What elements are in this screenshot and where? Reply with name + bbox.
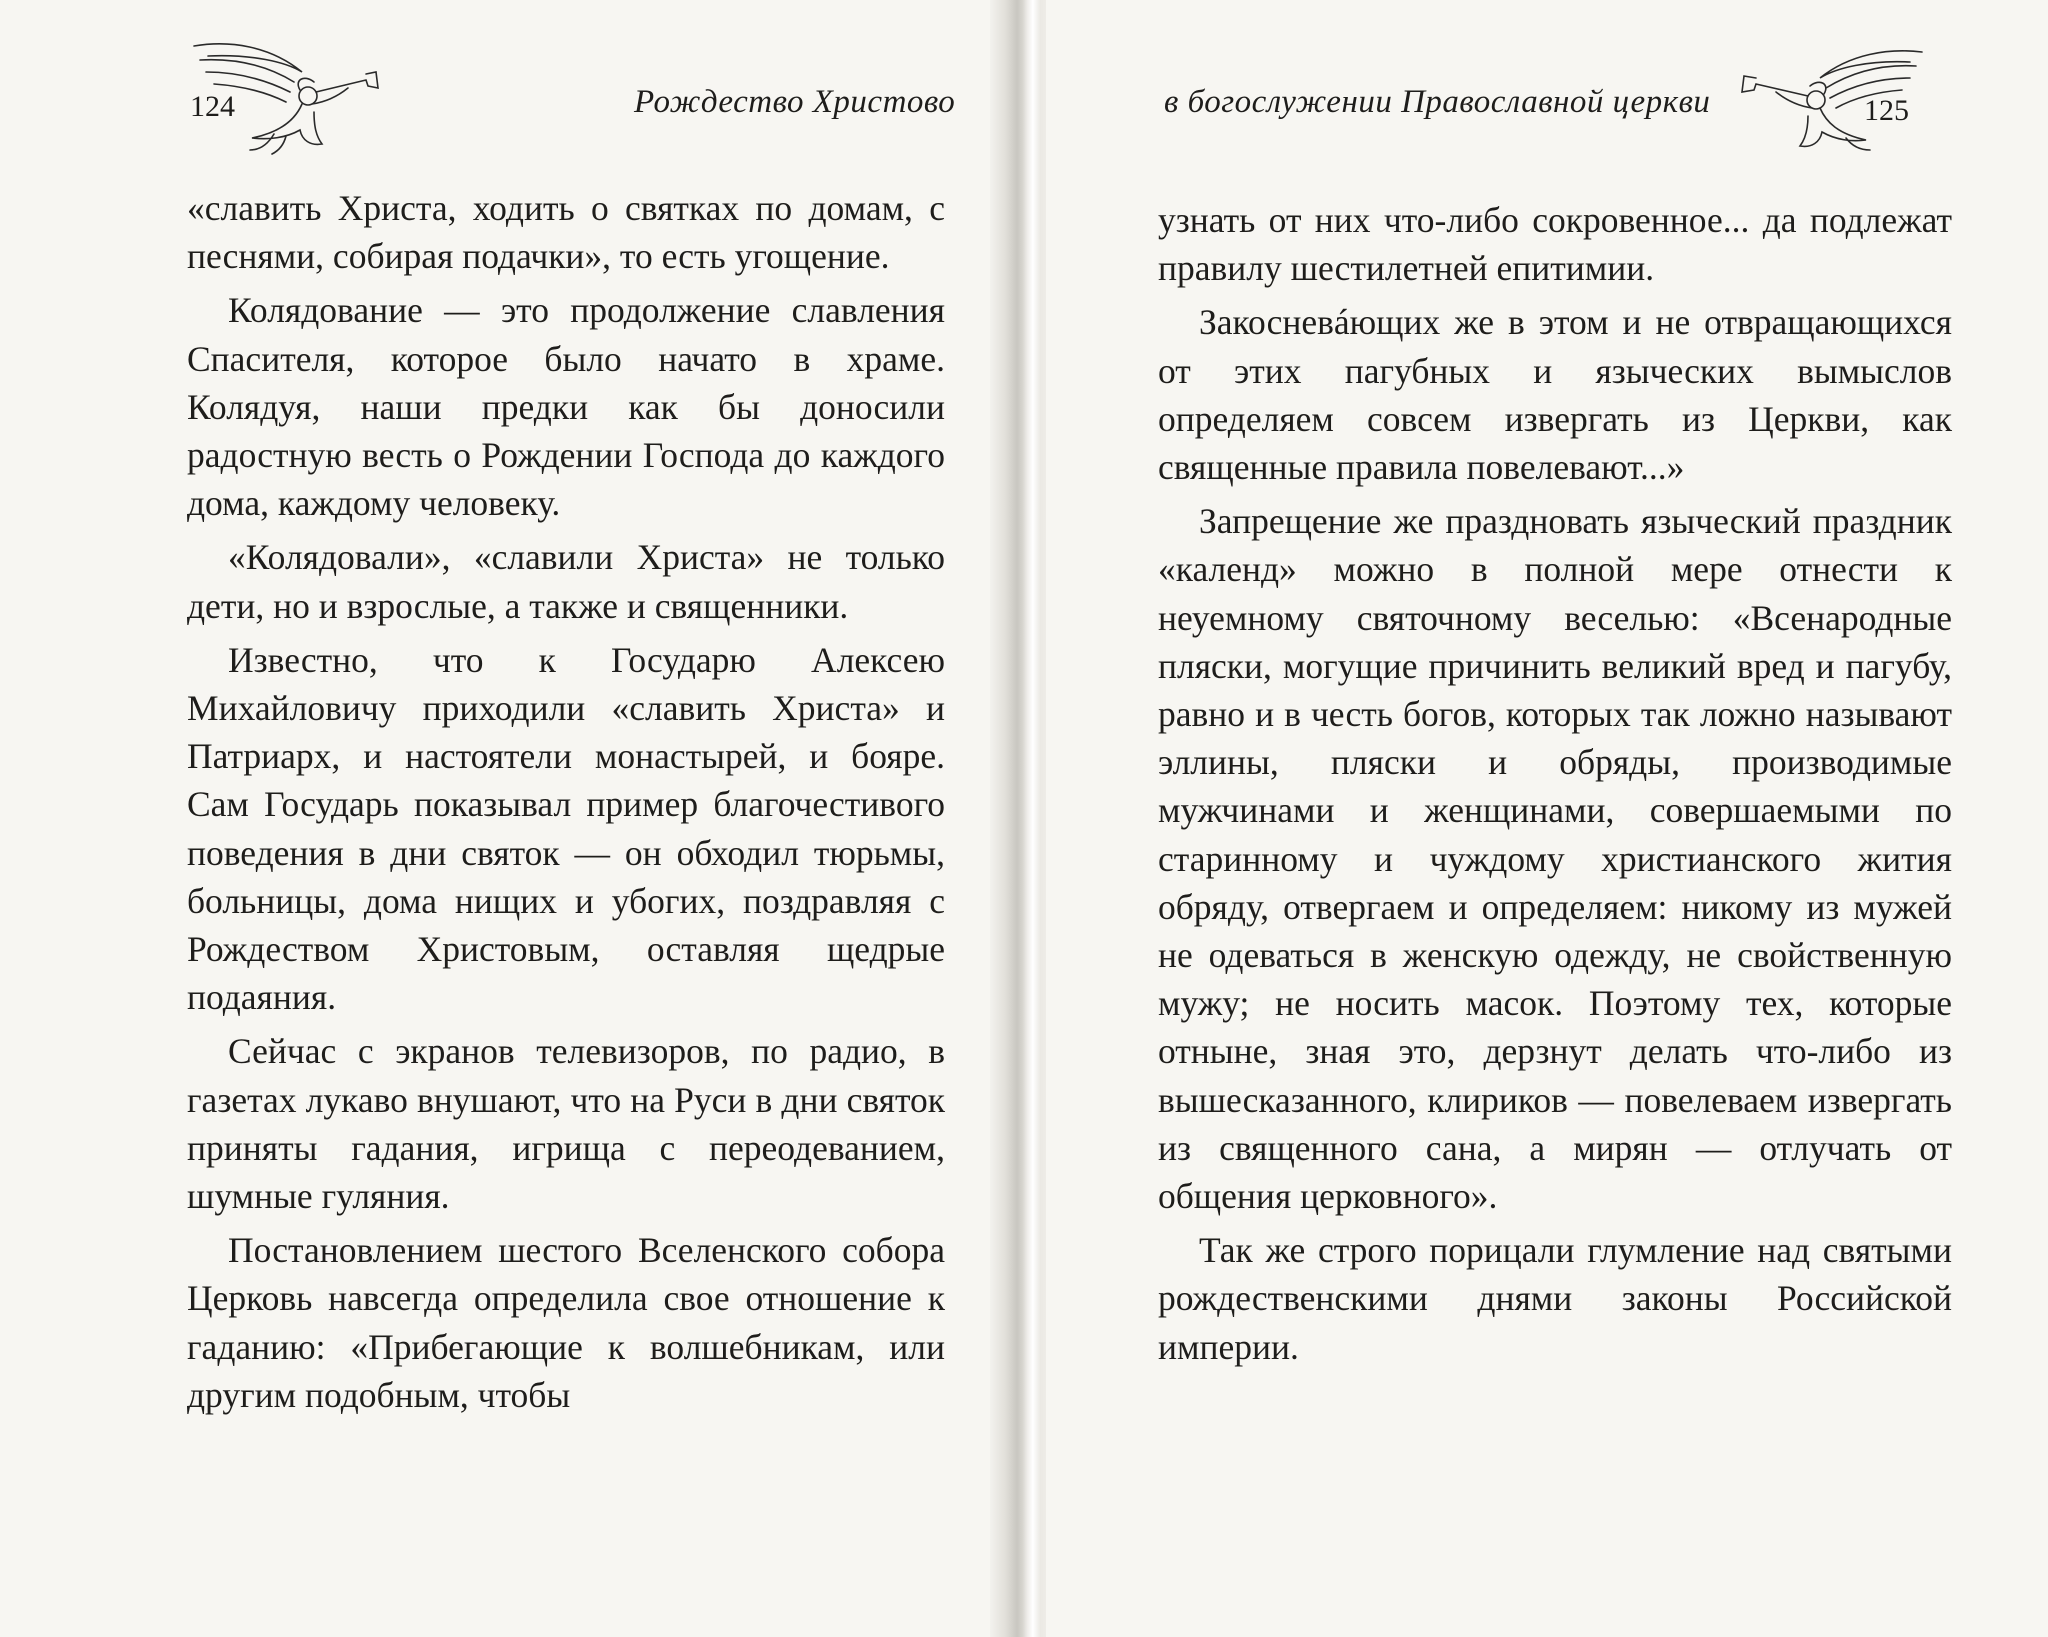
left-text-block (187, 184, 945, 1419)
left-page (0, 0, 1002, 1637)
page-number-left: 124 (190, 90, 235, 123)
paragraph: Запрещение же праздновать языческий праздник «календ» можно в полной мере отнести к неуемному святочному веселью: «Всенародные пляски, могущие причинить великий вред и пагубу, равно и в честь богов, которых так ложно называют эллины, пляски и обряды, производимые мужчинами и женщинами, совершаемыми по старинному и чуждому христианского жития обряду, отвергаем и определяем: никому из мужей не одеваться в женскую одежду, не свойственную мужу; не носить масок. Поэтому тех, которые отныне, зная это, дерзнут делать что-либо из вышесказанного, клириков — повелеваем извергать из священного сана, а мирян — отлучать от общения церковного». (1158, 501, 1952, 1217)
paragraph: «славить Христа, ходить о святках по домам, с песнями, собирая подачки», то есть угощение. (187, 188, 945, 277)
paragraph: Закосневáющих же в этом и не отвращающихся от этих пагубных и языческих вымыслов определяем совсем извергать из Церкви, как священные правила повелевают...» (1158, 302, 1952, 488)
page-number-right: 125 (1864, 94, 1909, 127)
paragraph: «Колядовали», «славили Христа» не только дети, но и взрослые, а также и священники. (187, 537, 945, 626)
paragraph: Сейчас с экранов телевизоров, по радио, в газетах лукаво внушают, что на Руси в дни святок приняты гадания, игрища с переодеванием, шумные гуляния. (187, 1031, 945, 1217)
paragraph: Колядование — это продолжение славления Спасителя, которое было начато в храме. Колядуя, наши предки как бы доносили радостную весть о Рождении Господа до каждого дома, каждому человеку. (187, 290, 945, 524)
paragraph: Так же строго порицали глумление над святыми рождественскими днями законы Российской империи. (1158, 1230, 1952, 1367)
right-text-block (1158, 196, 1952, 1371)
right-page (1046, 0, 2048, 1637)
running-head-left: Рождество Христово (634, 84, 956, 120)
running-head-right: в богослужении Православной церкви (1164, 84, 1711, 120)
paragraph: Постановлением шестого Вселенского собора Церковь навсегда определила свое отношение к гаданию: «Прибегающие к волшебникам, или другим подобным, чтобы (187, 1230, 945, 1415)
angel-trumpet-icon (190, 32, 400, 157)
paragraph: узнать от них что-либо сокровенное... да подлежат правилу шестилетней епитимии. (1158, 200, 1952, 289)
paragraph: Известно, что к Государю Алексею Михайловичу приходили «славить Христа» и Патриарх, и настоятели монастырей, и бояре. Сам Государь показывал пример благочестивого поведения в дни святок — он обходил тюрьмы, больницы, дома нищих и убогих, поздравляя с Рождеством Христовым, оставляя щедрые подаяния. (187, 639, 945, 1018)
